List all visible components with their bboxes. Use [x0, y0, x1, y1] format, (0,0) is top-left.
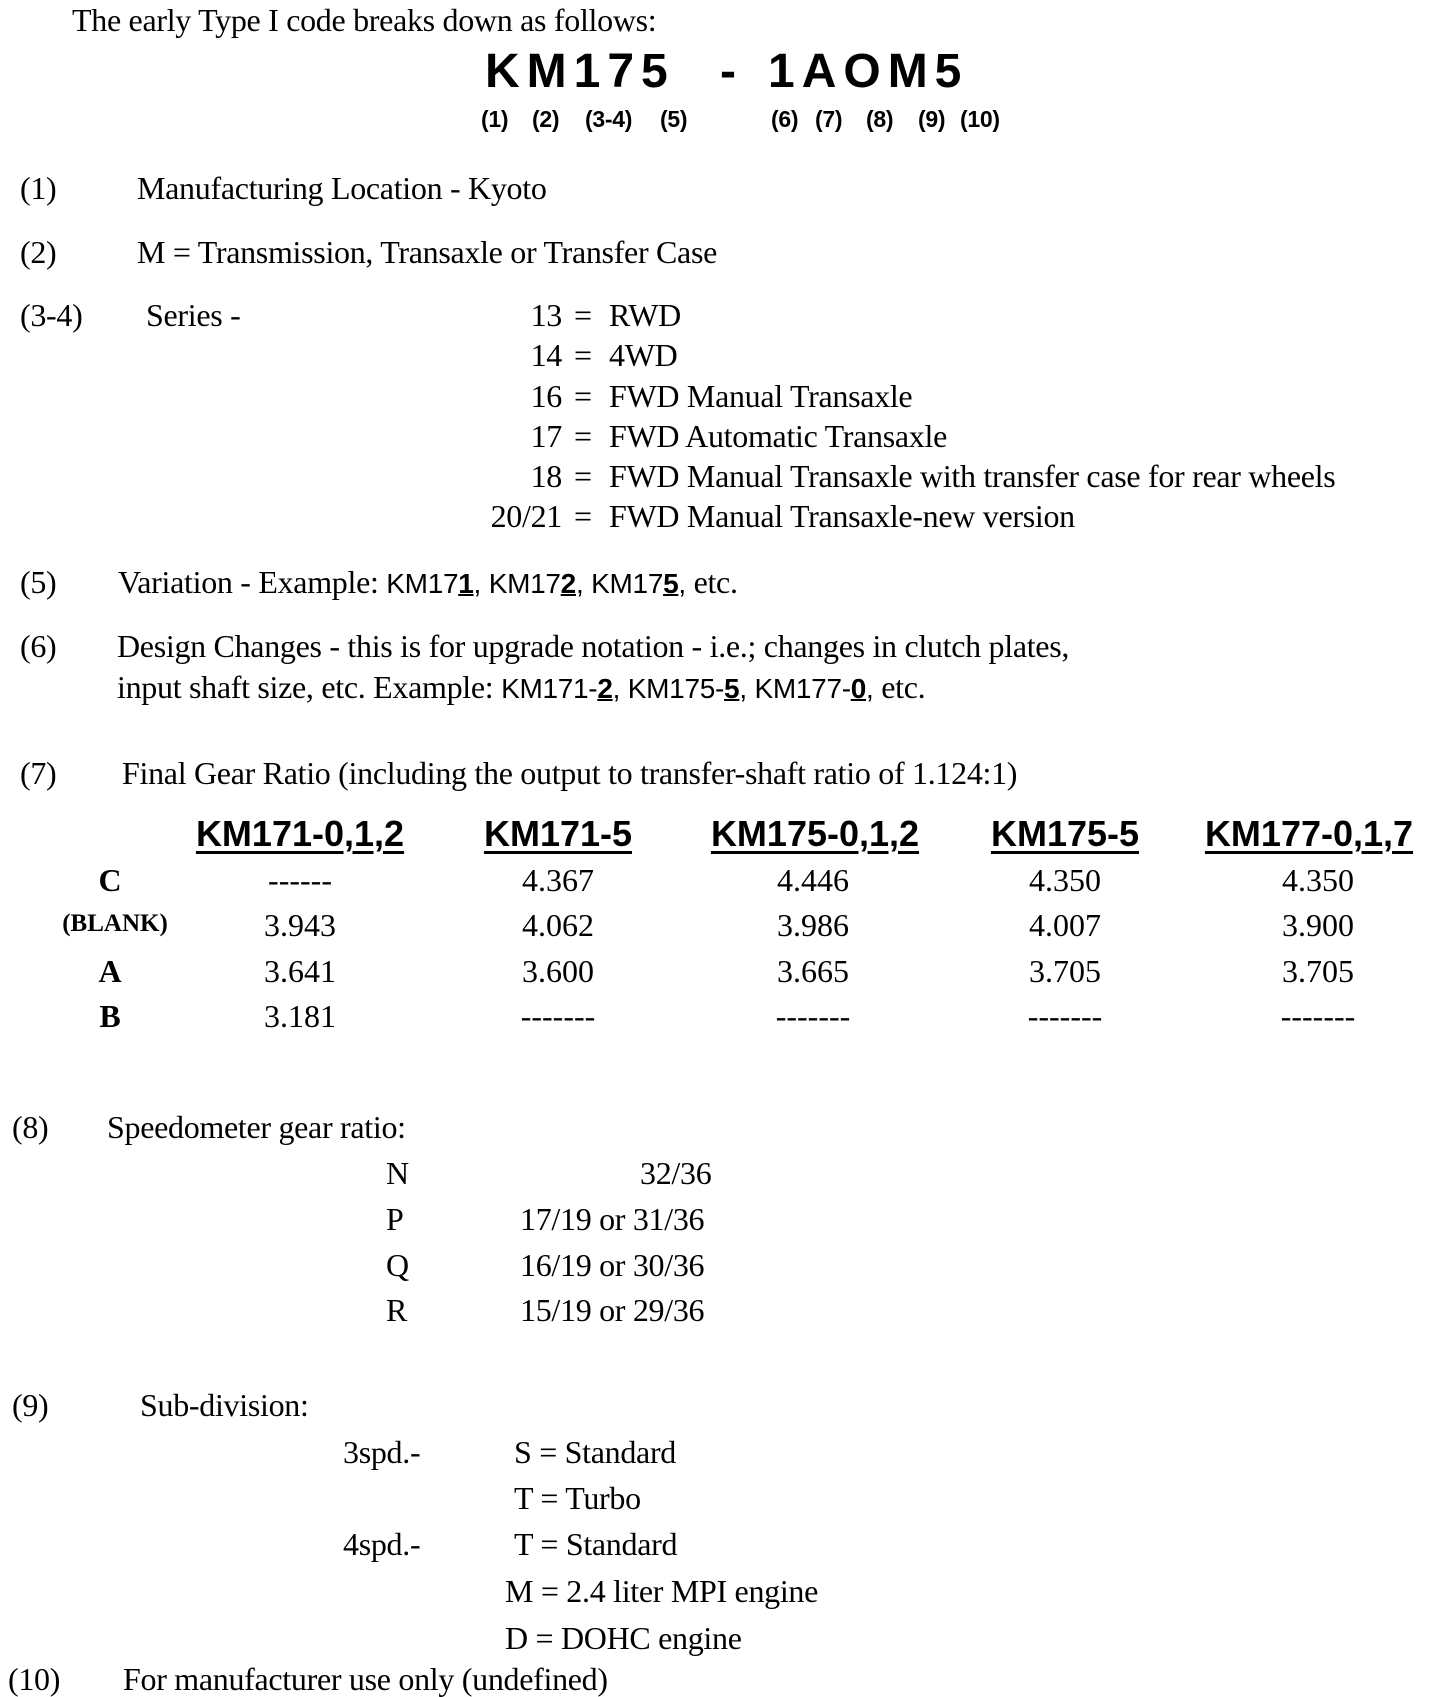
series-desc: 4WD: [609, 337, 678, 373]
speedo-ratio: 32/36: [640, 1155, 712, 1191]
speedo-code: P: [386, 1201, 404, 1237]
variation-example: KM171,: [386, 568, 482, 599]
design-example: KM177-0,: [754, 673, 874, 704]
table-cell: 3.986: [777, 907, 849, 943]
table-header: KM175-5: [990, 813, 1140, 854]
table-cell: 4.446: [777, 862, 849, 898]
variation-example: KM175,: [591, 568, 686, 599]
table-cell: 4.062: [522, 907, 594, 943]
design-example: KM175-5,: [627, 673, 747, 704]
table-header: KM175-0,1,2: [710, 813, 920, 854]
series-desc: FWD Manual Transaxle: [609, 378, 913, 414]
code-dash: -: [720, 45, 743, 98]
subdivision-group-label: 3spd.-: [343, 1434, 421, 1470]
table-cell: 4.367: [522, 862, 594, 898]
code-position-1: (1): [481, 106, 509, 132]
series-equals: =: [574, 297, 592, 333]
series-equals: =: [574, 418, 592, 454]
table-cell: 3.705: [1029, 953, 1101, 989]
table-cell: 4.350: [1282, 862, 1354, 898]
series-code: 14: [530, 337, 562, 373]
code-position-5: (5): [660, 106, 688, 132]
table-header: KM171-5: [483, 813, 633, 854]
table-row-label: (BLANK): [62, 910, 168, 937]
design-example: KM171-2,: [501, 673, 621, 704]
table-header: KM171-0,1,2: [195, 813, 405, 854]
table-cell: 3.181: [264, 998, 336, 1034]
code-suffix: 1AOM5: [768, 45, 969, 98]
table-cell: 4.007: [1029, 907, 1101, 943]
code-main: KM175: [485, 45, 675, 98]
variation-lead: Variation - Example:: [118, 564, 379, 600]
subdivision-entry: T = Turbo: [514, 1480, 641, 1516]
table-cell: -------: [520, 998, 596, 1034]
series-code: 13: [530, 297, 562, 333]
variation-line: [118, 566, 738, 598]
design-tail: etc.: [881, 669, 926, 705]
variation-example: KM172,: [488, 568, 584, 599]
code-position-10: (10): [960, 106, 1000, 132]
series-desc: FWD Manual Transaxle with transfer case for rear wheels: [609, 458, 1336, 494]
speedo-text: Speedometer gear ratio:: [107, 1109, 406, 1145]
final-gear-text: Final Gear Ratio (including the output to transfer-shaft ratio of 1.124:1): [122, 755, 1018, 791]
code-position-8: (8): [866, 106, 894, 132]
type-text: M = Transmission, Transaxle or Transfer Case: [137, 234, 718, 270]
subdivision-entry: D = DOHC engine: [505, 1620, 742, 1656]
series-equals: =: [574, 498, 592, 534]
table-cell: 4.350: [1029, 862, 1101, 898]
code-position-7: (7): [815, 106, 843, 132]
variation-tail: etc.: [693, 564, 738, 600]
speedo-ratio: 15/19 or 29/36: [520, 1292, 705, 1328]
item-number: (7): [20, 755, 57, 791]
speedo-code: Q: [386, 1247, 409, 1283]
subdivision-entry: T = Standard: [514, 1526, 678, 1562]
table-cell: ------: [268, 862, 332, 898]
subdivision-group-label: 4spd.-: [343, 1526, 421, 1562]
item-number: (6): [20, 628, 57, 664]
item-number: (10): [8, 1661, 61, 1697]
series-equals: =: [574, 458, 592, 494]
code-position-9: (9): [918, 106, 946, 132]
table-cell: 3.943: [264, 907, 336, 943]
series-desc: FWD Manual Transaxle-new version: [609, 498, 1075, 534]
table-cell: 3.705: [1282, 953, 1354, 989]
series-label: Series -: [146, 297, 241, 333]
manufacturer-text: For manufacturer use only (undefined): [123, 1661, 608, 1697]
code-position-3-4: (3-4): [585, 106, 633, 132]
subdivision-text: Sub-division:: [140, 1387, 309, 1423]
table-cell: 3.665: [777, 953, 849, 989]
subdivision-entry: S = Standard: [514, 1434, 676, 1470]
item-number: (1): [20, 170, 57, 206]
table-cell: 3.600: [522, 953, 594, 989]
table-row-label: C: [98, 862, 122, 898]
table-header: KM177-0,1,7: [1204, 813, 1414, 854]
table-cell: 3.641: [264, 953, 336, 989]
item-number: (5): [20, 564, 57, 600]
table-row-label: B: [99, 998, 121, 1034]
table-cell: 3.900: [1282, 907, 1354, 943]
speedo-ratio: 17/19 or 31/36: [520, 1201, 705, 1237]
speedo-code: N: [386, 1155, 409, 1191]
code-position-6: (6): [771, 106, 799, 132]
speedo-code: R: [386, 1292, 408, 1328]
location-text: Manufacturing Location - Kyoto: [137, 170, 547, 206]
series-code: 16: [530, 378, 562, 414]
table-cell: -------: [775, 998, 851, 1034]
series-code: 18: [530, 458, 562, 494]
item-number: (8): [12, 1109, 49, 1145]
table-cell: -------: [1280, 998, 1356, 1034]
item-number: (2): [20, 234, 57, 270]
series-desc: RWD: [609, 297, 681, 333]
code-position-2: (2): [532, 106, 560, 132]
design-line-1: Design Changes - this is for upgrade notation - i.e.; changes in clutch plates,: [117, 628, 1070, 664]
speedo-ratio: 16/19 or 30/36: [520, 1247, 705, 1283]
table-row-label: A: [98, 953, 122, 989]
item-number: (3-4): [20, 297, 83, 333]
design-line-2: [117, 671, 925, 703]
series-equals: =: [574, 378, 592, 414]
intro-text: The early Type I code breaks down as follows:: [72, 2, 657, 38]
series-code: 20/21: [490, 498, 562, 534]
table-cell: -------: [1027, 998, 1103, 1034]
item-number: (9): [12, 1387, 49, 1423]
series-desc: FWD Automatic Transaxle: [609, 418, 947, 454]
series-equals: =: [574, 337, 592, 373]
subdivision-entry: M = 2.4 liter MPI engine: [505, 1573, 819, 1609]
series-code: 17: [530, 418, 562, 454]
design-lead: input shaft size, etc. Example:: [117, 669, 494, 705]
